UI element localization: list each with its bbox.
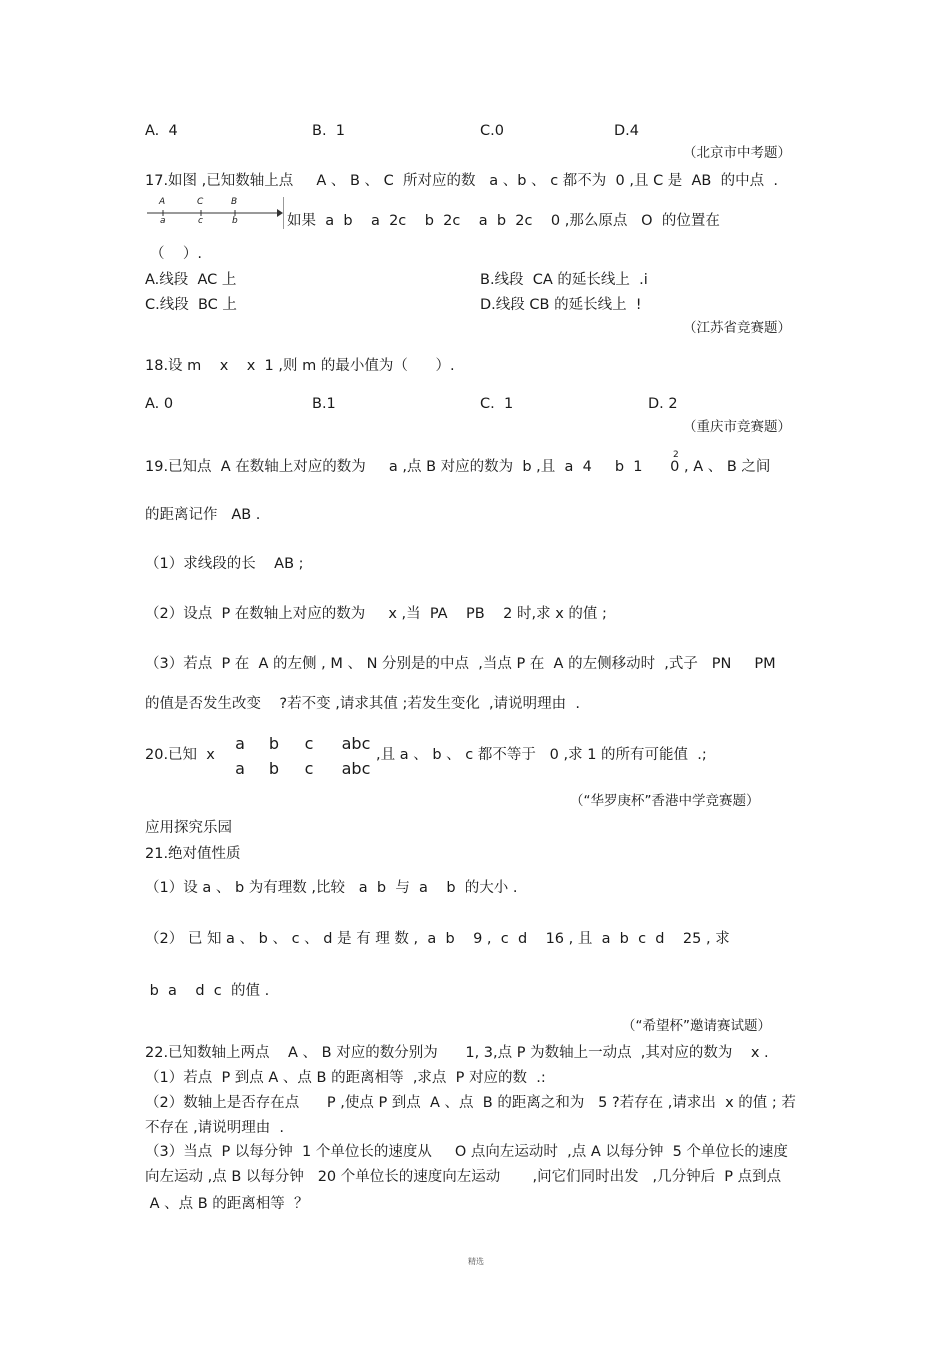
q17-source: （江苏省竞赛题） <box>683 320 791 336</box>
q18-option-c: C. 1 <box>480 396 514 412</box>
q18-source: （重庆市竞赛题） <box>683 419 791 435</box>
q19-part3-line2: 的值是否发生改变 ?若不变 ,请求其值 ;若发生变化 ,请说明理由 . <box>145 696 580 712</box>
q22-part2-line1: （2）数轴上是否存在点 P ,使点 P 到点 A 、点 B 的距离之和为 5 ?若存在 ,请求出 x 的值 ; 若 <box>145 1095 796 1111</box>
q22-stem: 22.已知数轴上两点 A 、 B 对应的数分别为 1, 3,点 P 为数轴上一动点 ,其对应的数为 x . <box>145 1045 769 1061</box>
axis-label-c-upper: C <box>197 197 204 207</box>
q17-stem-line1: 17.如图 ,已知数轴上点 A 、 B 、 C 所对应的数 a 、b 、 c 都不为 0 ,且 C 是 AB 的中点 . <box>145 173 778 189</box>
q22-part3-line2: 向左运动 ,点 B 以每分钟 20 个单位长的速度向左运动 ,问它们同时出发 ,几分钟后 P 点到点 <box>145 1169 782 1185</box>
fraction-numerator: b <box>268 734 280 753</box>
q20-fraction-b <box>264 734 284 778</box>
axis-label-a-upper: A <box>159 197 166 207</box>
q18-option-b: B.1 <box>312 396 336 412</box>
axis-label-b-upper: B <box>231 197 238 207</box>
q22-part2-line2: 不存在 ,请说明理由 . <box>145 1120 285 1136</box>
axis-label-a-lower: a <box>160 216 166 226</box>
q16-option-b: B. 1 <box>312 123 346 139</box>
q22-part1: （1）若点 P 到点 A 、点 B 的距离相等 ,求点 P 对应的数 .: <box>145 1070 546 1086</box>
q18-option-a: A. 0 <box>145 396 174 412</box>
q22-part3-line1: （3）当点 P 以每分钟 1 个单位长的速度从 O 点向左运动时 ,点 A 以每分钟 5 个单位长的速度 <box>145 1144 788 1160</box>
q22-part3-line3: A 、点 B 的距离相等 ？ <box>145 1196 309 1212</box>
q18-stem: 18.设 m x x 1 ,则 m 的最小值为（ ）. <box>145 358 455 374</box>
q20-fraction-abc <box>337 734 375 778</box>
section-title: 应用探究乐园 <box>145 820 232 836</box>
page-footer: 精选 <box>468 1257 484 1266</box>
q17-option-c: C.线段 BC 上 <box>145 297 237 313</box>
q21-source: （“希望杯”邀请赛试题） <box>622 1018 771 1034</box>
fraction-numerator: abc <box>341 734 371 753</box>
q19-part1: （1）求线段的长 AB ; <box>145 556 304 572</box>
q20-prefix: 20.已知 x <box>145 747 215 763</box>
q19-part2: （2）设点 P 在数轴上对应的数为 x ,当 PA PB 2 时,求 x 的值 ; <box>145 606 607 622</box>
q19-part3-line1: （3）若点 P 在 A 的左侧 , M 、 N 分别是的中点 ,当点 P 在 A 的左侧移动时 ,式子 PN PM <box>145 656 776 672</box>
axis-label-b-lower: b <box>232 216 238 226</box>
fraction-numerator: a <box>235 734 245 753</box>
q19-stem-line1: 19.已知点 A 在数轴上对应的数为 a ,点 B 对应的数为 b ,且 a 4 b 1 0 , A 、 B 之间 <box>145 459 771 475</box>
fraction-numerator: c <box>304 734 314 753</box>
q21-title: 21.绝对值性质 <box>145 846 241 862</box>
q16-source: （北京市中考题） <box>683 145 791 161</box>
q18-option-d: D. 2 <box>648 396 678 412</box>
q17-stem-line2: 如果 a b a 2c b 2c a b 2c 0 ,那么原点 O 的位置在 <box>287 213 720 229</box>
q21-part2-cont: b a d c 的值 . <box>145 983 270 999</box>
q20-suffix: ,且 a 、 b 、 c 都不等于 0 ,求 1 的所有可能值 .; <box>376 747 707 763</box>
q16-option-a: A. 4 <box>145 123 178 139</box>
q20-fraction-c <box>299 734 319 778</box>
axis-label-c-lower: c <box>198 216 203 226</box>
q20-fraction-a <box>230 734 250 778</box>
number-line-figure <box>145 197 284 229</box>
q17-option-b: B.线段 CA 的延长线上 .i <box>480 272 648 288</box>
q17-option-a: A.线段 AC 上 <box>145 272 237 288</box>
q16-option-c: C.0 <box>480 123 504 139</box>
fraction-denominator: c <box>304 759 314 778</box>
q16-option-d: D.4 <box>614 123 639 139</box>
q20-source: （“华罗庚杯”香港中学竞赛题） <box>570 793 760 809</box>
q19-exponent: 2 <box>673 450 679 460</box>
q17-blank: （ ）. <box>150 246 203 262</box>
q21-part1: （1）设 a 、 b 为有理数 ,比较 a b 与 a b 的大小 . <box>145 880 518 896</box>
q19-stem-line2: 的距离记作 AB . <box>145 507 261 523</box>
fraction-denominator: abc <box>341 759 371 778</box>
q17-option-d: D.线段 CB 的延长线上 ! <box>480 297 642 313</box>
fraction-denominator: b <box>268 759 280 778</box>
q21-part2: （2） 已 知 a 、 b 、 c 、 d 是 有 理 数 , a b 9 , c d 16 , 且 a b c d 25 , 求 <box>145 931 730 947</box>
fraction-denominator: a <box>235 759 245 778</box>
